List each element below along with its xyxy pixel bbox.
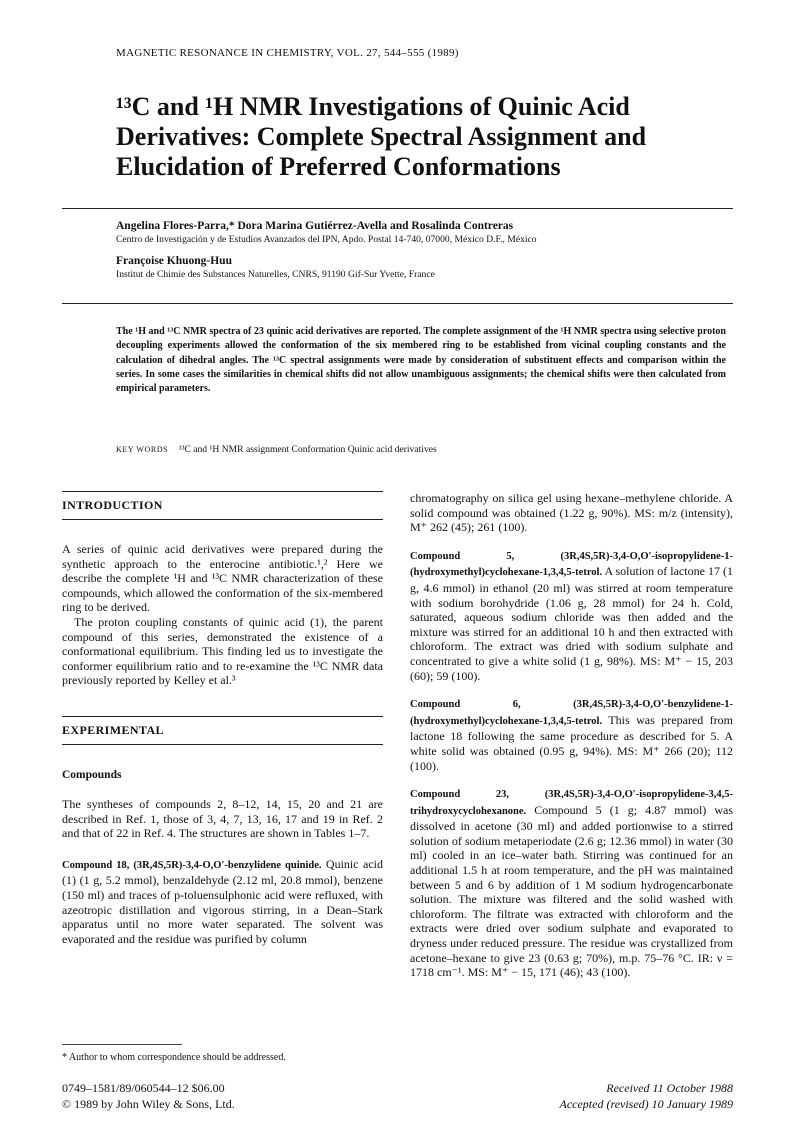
article-title	[116, 92, 736, 182]
intro-paragraph-2: The proton coupling constants of quinic acid (1), the parent compound of this series, demonstrated the existence of a conformational equilibrium. This finding led us to investigate the conformer equilibrium ratio and to re-examine the ¹³C NMR data previously reported by Kelley et al.³	[62, 614, 383, 688]
footnote: * Author to whom correspondence should be addressed.	[62, 1052, 286, 1063]
footer-left	[62, 1080, 235, 1112]
compound-5-paragraph	[410, 548, 733, 683]
right-paragraph-1: chromatography on silica gel using hexane–methylene chloride. A solid compound was obtained (1.22 g, 90%). MS: m/z (intensity), M⁺ 262 (45); 261 (100).	[410, 491, 733, 535]
compound-23-paragraph	[410, 786, 733, 980]
compound-18-paragraph	[62, 857, 383, 947]
author-names-2: Françoise Khuong-Huu	[116, 255, 232, 267]
exp-rule	[62, 716, 383, 717]
title-divider	[62, 208, 733, 209]
left-column	[62, 491, 383, 946]
affiliation-1: Centro de Investigación y de Estudios Avanzados del IPN, Apdo. Postal 14-740, 07000, México D.F., México	[116, 234, 537, 245]
compounds-paragraph: The syntheses of compounds 2, 8–12, 14, 15, 20 and 21 are described in Ref. 1, those of 3, 4, 7, 13, 16, 17 and 19 in Ref. 2 and that of 22 in Ref. 4. The structures are shown in Tables 1–7.	[62, 796, 383, 841]
title-line-3: Elucidation of Preferred Conformations	[116, 152, 561, 181]
keywords	[116, 444, 437, 455]
issn-code: 0749–1581/89/060544–12 $06.00	[62, 1081, 225, 1095]
author-divider	[62, 303, 733, 304]
copyright: © 1989 by John Wiley & Sons, Ltd.	[62, 1097, 235, 1111]
affiliation-2: Institut de Chimie des Substances Naturelles, CNRS, 91190 Gif-Sur Yvette, France	[116, 269, 435, 280]
intro-heading: INTRODUCTION	[62, 498, 163, 512]
author-block	[116, 220, 537, 280]
compound-5-lead: Compound 5, (3R,4S,5R)-3,4-O,O′-isopropylidene-1-(hydroxymethyl)cyclohexane-1,3,4,5-tetrol.	[410, 550, 733, 579]
exp-rule-bottom	[62, 744, 383, 745]
compound-23-lead: Compound 23, (3R,4S,5R)-3,4-O,O′-isopropylidene-3,4,5-trihydroxycyclohexanone.	[410, 789, 733, 817]
received-date: Received 11 October 1988	[606, 1081, 733, 1095]
compound-5-text: A solution of lactone 17 (1 g, 4.6 mmol) in ethanol (20 ml) was stirred at room temperature with sodium borohydride (1.06 g, 28 mmol) for 24 h. Cold, saturated, aqueous sodium chloride was then added and the mixture was stirred for an additional 10 h and then extracted with chloroform. The extract was dried with sodium sulphate and concentrated to give a white solid (1 g, 98%). MS: M⁺ − 15, 203 (60); 59 (100).	[410, 564, 733, 683]
footnote-rule	[62, 1044, 182, 1045]
accepted-date: Accepted (revised) 10 January 1989	[559, 1097, 733, 1111]
author-names-1: Angelina Flores-Parra,* Dora Marina Gutiérrez-Avella and Rosalinda Contreras	[116, 220, 514, 232]
intro-paragraph-1: A series of quinic acid derivatives were prepared during the synthetic approach to the enterocine antibiotic.¹,² Here we describe the complete ¹H and ¹³C NMR characterization of these compounds, which allowed the conformation of the six-membered ring to be derived.	[62, 542, 383, 615]
compound-6-lead: Compound 6, (3R,4S,5R)-3,4-O,O′-benzylidene-1-(hydroxymethyl)cyclohexane-1,3,4,5-tetrol.	[410, 699, 733, 727]
compound-18-text: Quinic acid (1) (1 g, 5.2 mmol), benzaldehyde (2.12 ml, 20.8 mmol), benzene (150 ml) and traces of p-toluensulphonic acid were refluxed, with azeotropic distillation and vigorous stirring, in a Dean–Stark apparatus until no more water separated. The solvent was evaporated and the residue was purified by column	[62, 856, 383, 946]
running-head: MAGNETIC RESONANCE IN CHEMISTRY, VOL. 27, 544–555 (1989)	[116, 47, 459, 59]
compounds-heading: Compounds	[62, 768, 122, 781]
compound-6-paragraph	[410, 696, 733, 773]
footer-right	[520, 1080, 733, 1112]
intro-rule-bottom	[62, 519, 383, 520]
keywords-label: KEY WORDS	[116, 445, 169, 454]
abstract: The ¹H and ¹³C NMR spectra of 23 quinic acid derivatives are reported. The complete assignment of the ¹H NMR spectra using selective proton decoupling experiments allowed the conformation of the six membered ring to be established from vicinal coupling constants and the calculation of dihedral angles. The ¹³C spectral assignments were made by consideration of substituent effects and comparison within the series. In some cases the similarities in chemical shifts did not allow unambiguous assignments; the chemical shifts were then calculated from empirical parameters.	[116, 326, 726, 395]
compound-23-text: Compound 5 (1 g; 4.87 mmol) was dissolved in acetone (30 ml) and added portionwise to a stirred solution of sodium metaperiodate (2.6 g; 12.36 mmol) in water (30 ml) cooled in an ice–water bath. Stirring was continued for an additional 1.5 h at room temperature, and the pH was maintained between 5 and 6 by addition of 1 M sodium hydrogencarbonate solution. The mixture was filtered and the solid washed with chloroform. The filtrate was extracted with chloroform and the extracts were dried over sodium sulphate and evaporated to dryness under reduced pressure. The residue was crystallized from acetone–hexane to give 23 (0.63 g; 70%), m.p. 75–76 °C. IR: ν = 1718 cm⁻¹. MS: M⁺ − 15, 171 (46); 43 (100).	[410, 802, 733, 980]
right-column	[410, 491, 733, 980]
title-line-1: ¹³C and ¹H NMR Investigations of Quinic Acid	[116, 92, 630, 121]
title-line-2: Derivatives: Complete Spectral Assignment and	[116, 122, 647, 151]
keywords-list: ¹³C and ¹H NMR assignment Conformation Quinic acid derivatives	[178, 444, 437, 455]
compound-18-lead: Compound 18, (3R,4S,5R)-3,4-O,O′-benzylidene quinide.	[62, 859, 322, 871]
experimental-heading: EXPERIMENTAL	[62, 722, 164, 737]
intro-rule	[62, 491, 383, 492]
compound-6-text: This was prepared from lactone 18 following the same procedure as described for 5. A white solid was obtained (0.95 g, 94%). MS: M⁺ 266 (20); 112 (100).	[410, 712, 733, 773]
